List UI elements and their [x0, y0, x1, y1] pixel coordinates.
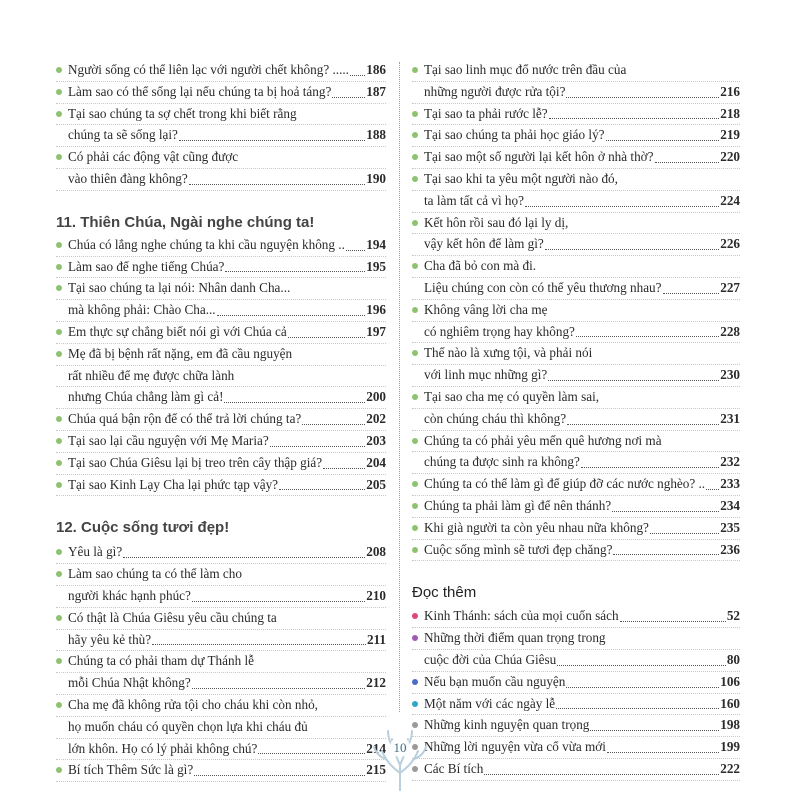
bullet-icon — [412, 154, 418, 160]
dot-leader — [217, 314, 366, 316]
bullet-icon — [56, 242, 62, 248]
toc-entry-text: người khác hạnh phúc? — [68, 587, 191, 603]
toc-entry-text: Làm sao để nghe tiếng Chúa? — [68, 258, 225, 274]
toc-entry-line — [56, 125, 386, 147]
bullet-icon — [412, 679, 418, 685]
dot-leader — [650, 532, 719, 534]
bullet-icon — [412, 547, 418, 553]
toc-entry-line — [412, 343, 740, 365]
toc-page-number: 215 — [366, 762, 386, 778]
toc-page-number: 230 — [720, 367, 740, 383]
toc-page-number: 236 — [720, 541, 740, 557]
dot-leader — [123, 556, 365, 558]
dot-leader — [194, 774, 365, 776]
dot-leader — [346, 249, 365, 251]
dot-leader — [567, 423, 719, 425]
toc-entry-text: Những kinh nguyện quan trọng — [424, 717, 590, 733]
toc-entry-line — [56, 169, 386, 191]
toc-left-column — [56, 60, 386, 782]
toc-entry-text: Tại sao chúng ta phải học giáo lý? — [424, 127, 605, 143]
toc-entry-text: Chúng ta có phải yêu mến quê hương nơi mà — [424, 432, 662, 448]
dot-leader — [606, 139, 720, 141]
toc-page-number: 235 — [720, 519, 740, 535]
toc-page-number: 205 — [366, 476, 386, 492]
toc-entry-line — [412, 322, 740, 344]
toc-entry-text: với linh mục những gì? — [424, 367, 548, 383]
toc-entry-line — [56, 608, 386, 630]
dot-leader — [607, 751, 719, 753]
toc-entry-text: Người sống có thể liên lạc với người chết không? ..... — [68, 62, 349, 77]
dot-leader — [620, 620, 726, 622]
toc-entry-line — [56, 366, 386, 388]
bullet-icon — [412, 263, 418, 269]
toc-entry-text: mỗi Chúa Nhật không? — [68, 675, 191, 691]
toc-entry-text: Các Bí tích — [424, 760, 484, 776]
toc-page-number: 199 — [720, 739, 740, 755]
toc-entry-line — [412, 672, 740, 694]
toc-page-number: 210 — [366, 587, 386, 603]
toc-entry-text: vào thiên đàng không? — [68, 170, 188, 186]
toc-entry-line — [412, 234, 740, 256]
toc-entry-line — [56, 475, 386, 497]
toc-entry-line — [412, 82, 740, 104]
toc-page-number: 198 — [720, 717, 740, 733]
toc-entry-text: Cha đã bỏ con mà đi. — [424, 258, 537, 274]
toc-entry-text: Cha mẹ đã không rửa tội cho cháu khi còn nhỏ, — [68, 696, 318, 712]
toc-entry-text: nhưng Chúa chẳng làm gì cả! — [68, 389, 224, 405]
toc-entry-line — [56, 82, 386, 104]
toc-entry-line — [412, 191, 740, 213]
toc-list-doc-them — [412, 606, 740, 780]
toc-entry-line — [412, 518, 740, 540]
dot-leader — [350, 74, 365, 76]
toc-page-number: 190 — [366, 170, 386, 186]
dot-leader — [548, 379, 719, 381]
toc-entry-text: Mẹ đã bị bệnh rất nặng, em đã cầu nguyện — [68, 345, 293, 361]
bullet-icon — [56, 549, 62, 555]
bullet-icon — [56, 329, 62, 335]
bullet-icon — [56, 264, 62, 270]
toc-page-number: 52 — [726, 608, 740, 624]
toc-entry-text: Tại sao một số người lại kết hôn ở nhà thờ? — [424, 149, 654, 165]
toc-page-number: 197 — [366, 323, 386, 339]
toc-entry-text: những người được rửa tội? — [424, 83, 566, 99]
toc-entry-text: Thế nào là xưng tội, và phải nói — [424, 345, 593, 361]
toc-entry-text: Chúng ta có phải tham dự Thánh lễ — [68, 653, 254, 669]
dot-leader — [152, 643, 366, 645]
dot-leader — [590, 729, 719, 731]
toc-page-number: 214 — [366, 740, 386, 756]
toc-entry-line — [56, 409, 386, 431]
toc-entry-text: Nếu bạn muốn cầu nguyện — [424, 673, 566, 689]
toc-page-number: 218 — [720, 105, 740, 121]
toc-entry-text: Một năm với các ngày lễ — [424, 695, 556, 711]
toc-entry-line — [412, 125, 740, 147]
toc-entry-text: Liệu chúng con còn có thể yêu thương nhau? — [424, 279, 662, 295]
tree-icon — [370, 725, 430, 791]
dot-leader — [179, 139, 365, 141]
dot-leader — [566, 96, 719, 98]
dot-leader — [581, 466, 719, 468]
toc-page-number: 80 — [726, 651, 740, 667]
toc-page-number: 219 — [720, 127, 740, 143]
bullet-icon — [412, 132, 418, 138]
toc-entry-line — [412, 278, 740, 300]
toc-entry-line — [56, 235, 386, 257]
toc-list-section-12 — [56, 542, 386, 782]
toc-entry-text: chúng ta sẽ sống lại? — [68, 127, 178, 143]
toc-list-section-11 — [56, 235, 386, 497]
toc-entry-text: Những lời nguyện vừa cổ vừa mới — [424, 739, 606, 755]
dot-leader — [566, 686, 719, 688]
bullet-icon — [412, 350, 418, 356]
toc-page-number: 212 — [366, 675, 386, 691]
bullet-icon — [412, 635, 418, 641]
toc-entry-text: rất nhiều để mẹ được chữa lành — [68, 367, 235, 383]
toc-entry-line — [56, 257, 386, 279]
toc-right-column — [412, 60, 740, 781]
toc-entry-line — [412, 496, 740, 518]
toc-page-number: 232 — [720, 454, 740, 470]
toc-entry-line — [56, 739, 386, 761]
toc-entry-line — [412, 650, 740, 672]
toc-entry-text: Khi già người ta còn yêu nhau nữa không? — [424, 519, 649, 535]
dot-leader — [549, 117, 720, 119]
toc-entry-line — [56, 453, 386, 475]
toc-entry-line — [56, 564, 386, 586]
section-title-doc-them: Đọc thêm — [412, 584, 477, 602]
dot-leader — [323, 467, 365, 469]
bullet-icon — [56, 351, 62, 357]
toc-entry-line — [412, 759, 740, 781]
toc-entry-line — [56, 60, 386, 82]
toc-entry-text: Không vâng lời cha mẹ — [424, 301, 548, 317]
toc-page-number: 233 — [720, 476, 740, 492]
toc-entry-line — [412, 431, 740, 453]
toc-entry-text: Cuộc sống mình sẽ tươi đẹp chăng? — [424, 541, 613, 557]
section-title-12: 12. Cuộc sống tươi đẹp! — [56, 519, 230, 537]
bullet-icon — [412, 220, 418, 226]
toc-entry-line — [412, 540, 740, 562]
bullet-icon — [412, 176, 418, 182]
toc-page-number: 234 — [720, 497, 740, 513]
toc-entry-line — [56, 387, 386, 409]
toc-entry-text: Tại sao chúng ta lại nói: Nhân danh Cha... — [68, 280, 291, 296]
toc-entry-text: Tại sao Kinh Lạy Cha lại phức tạp vậy? — [68, 476, 279, 492]
toc-entry-text: vậy kết hôn để làm gì? — [424, 236, 544, 252]
toc-entry-line — [412, 104, 740, 126]
bullet-icon — [56, 460, 62, 466]
toc-entry-text: Kết hôn rồi sau đó lại ly dị, — [424, 214, 569, 230]
toc-entry-text: Tại sao Chúa Giêsu lại bị treo trên cây thập giá? — [68, 454, 323, 470]
toc-entry-line — [412, 715, 740, 737]
toc-entry-line — [412, 474, 740, 496]
toc-entry-line — [56, 431, 386, 453]
toc-entry-text: Những thời điểm quan trọng trong — [424, 630, 606, 646]
toc-page-number: 228 — [720, 323, 740, 339]
toc-page-number: 216 — [720, 83, 740, 99]
toc-entry-line — [56, 147, 386, 169]
bullet-icon — [412, 525, 418, 531]
toc-entry-text: Kinh Thánh: sách của mọi cuốn sách — [424, 608, 619, 624]
toc-page-number: 220 — [720, 149, 740, 165]
toc-entry-text: lớn khôn. Họ có lý phải không chú? — [68, 740, 258, 756]
dot-leader — [655, 161, 720, 163]
toc-page-number: 194 — [366, 236, 386, 252]
toc-entry-line — [56, 717, 386, 739]
bullet-icon — [56, 482, 62, 488]
bullet-icon — [412, 307, 418, 313]
toc-page-number: 203 — [366, 432, 386, 448]
section-title-11: 11. Thiên Chúa, Ngài nghe chúng ta! — [56, 213, 315, 231]
toc-page-number: 222 — [720, 760, 740, 776]
toc-entry-text: có nghiêm trọng hay không? — [424, 323, 575, 339]
toc-page-number: 187 — [366, 83, 386, 99]
dot-leader — [663, 292, 720, 294]
toc-entry-line — [56, 673, 386, 695]
toc-page-number: 204 — [366, 454, 386, 470]
toc-entry-text: Bí tích Thêm Sức là gì? — [68, 762, 194, 778]
dot-leader — [612, 510, 719, 512]
toc-page-number: 208 — [366, 544, 386, 560]
dot-leader — [258, 752, 365, 754]
toc-entry-text: Chúng ta có thể làm gì để giúp đỡ các nước nghèo? .. — [424, 476, 706, 492]
bullet-icon — [56, 615, 62, 621]
bullet-icon — [412, 111, 418, 117]
dot-leader — [557, 664, 726, 666]
toc-page-number: 231 — [720, 410, 740, 426]
dot-leader — [192, 687, 366, 689]
toc-page-number: 224 — [720, 192, 740, 208]
toc-entry-line — [56, 278, 386, 300]
dot-leader — [484, 773, 719, 775]
toc-entry-text: hãy yêu kẻ thù? — [68, 631, 152, 647]
toc-entry-line — [412, 409, 740, 431]
toc-entry-line — [412, 213, 740, 235]
bullet-icon — [56, 89, 62, 95]
toc-entry-line — [56, 695, 386, 717]
toc-entry-text: ta làm tất cả vì họ? — [424, 192, 524, 208]
toc-entry-text: Em thực sự chẳng biết nói gì với Chúa cả — [68, 323, 287, 339]
bullet-icon — [56, 416, 62, 422]
toc-page-number: 202 — [366, 411, 386, 427]
bullet-icon — [56, 702, 62, 708]
dot-leader — [189, 183, 365, 185]
toc-entry-text: Làm sao chúng ta có thể làm cho — [68, 566, 242, 582]
toc-entry-text: mà không phải: Chào Cha... — [68, 302, 216, 318]
toc-entry-line — [412, 452, 740, 474]
toc-entry-line — [412, 387, 740, 409]
toc-page-number: 186 — [366, 62, 386, 77]
toc-page-number: 196 — [366, 302, 386, 318]
bullet-icon — [56, 658, 62, 664]
toc-page-number: 188 — [366, 127, 386, 143]
dot-leader — [525, 205, 719, 207]
toc-entry-line — [412, 300, 740, 322]
toc-list-right — [412, 60, 740, 561]
toc-entry-line — [412, 169, 740, 191]
toc-entry-text: Tại sao chúng ta sợ chết trong khi biết rằng — [68, 105, 297, 121]
bullet-icon — [56, 767, 62, 773]
dot-leader — [270, 445, 366, 447]
toc-entry-line — [56, 651, 386, 673]
bullet-icon — [56, 67, 62, 73]
bullet-icon — [412, 481, 418, 487]
dot-leader — [225, 270, 365, 272]
toc-entry-text: họ muốn cháu có quyền chọn lựa khi cháu đủ — [68, 718, 308, 734]
toc-entry-line — [412, 737, 740, 759]
bullet-icon — [412, 394, 418, 400]
toc-entry-line — [56, 586, 386, 608]
bullet-icon — [412, 503, 418, 509]
toc-list-top — [56, 60, 386, 191]
toc-page-number: 195 — [366, 258, 386, 274]
dot-leader — [556, 707, 719, 709]
toc-entry-text: Tại sao khi ta yêu một người nào đó, — [424, 170, 618, 186]
dot-leader — [332, 96, 365, 98]
toc-page-number: 211 — [366, 631, 386, 647]
toc-entry-text: Có phải các động vật cũng được — [68, 149, 239, 165]
toc-entry-text: Chúa có lắng nghe chúng ta khi cầu nguyện không .. — [68, 236, 345, 252]
toc-entry-line — [56, 760, 386, 782]
bullet-icon — [56, 438, 62, 444]
toc-page-number: 160 — [720, 695, 740, 711]
toc-entry-text: Chúng ta phải làm gì để nên thánh? — [424, 497, 612, 513]
bullet-icon — [56, 285, 62, 291]
bullet-icon — [56, 154, 62, 160]
dot-leader — [279, 488, 365, 490]
toc-entry-text: còn chúng cháu thì không? — [424, 410, 567, 426]
dot-leader — [192, 600, 365, 602]
toc-page-number: 226 — [720, 236, 740, 252]
toc-entry-line — [56, 630, 386, 652]
dot-leader — [545, 248, 719, 250]
toc-entry-line — [412, 365, 740, 387]
toc-entry-line — [412, 694, 740, 716]
toc-page-number: 227 — [720, 279, 740, 295]
dot-leader — [288, 336, 366, 338]
toc-entry-text: Tại sao cha mẹ có quyền làm sai, — [424, 388, 600, 404]
toc-entry-line — [412, 256, 740, 278]
toc-entry-line — [56, 322, 386, 344]
dot-leader — [576, 335, 719, 337]
page-number: 10 — [393, 740, 407, 755]
toc-entry-text: Tại sao linh mục đổ nước trên đầu của — [424, 62, 627, 77]
bullet-icon — [56, 111, 62, 117]
bullet-icon — [412, 701, 418, 707]
toc-entry-line — [412, 606, 740, 628]
toc-entry-text: chúng ta được sinh ra không? — [424, 454, 580, 470]
toc-entry-text: Yêu là gì? — [68, 544, 123, 560]
toc-entry-text: Có thật là Chúa Giêsu yêu cầu chúng ta — [68, 609, 277, 625]
toc-page-number: 106 — [720, 673, 740, 689]
toc-entry-text: Tại sao lại cầu nguyện với Mẹ Maria? — [68, 432, 269, 448]
toc-entry-text: cuộc đời của Chúa Giêsu — [424, 651, 557, 667]
dot-leader — [302, 423, 365, 425]
toc-entry-line — [56, 542, 386, 564]
toc-entry-line — [412, 147, 740, 169]
toc-entry-line — [56, 300, 386, 322]
toc-entry-text: Chúa quá bận rộn để có thể trả lời chúng ta? — [68, 411, 302, 427]
toc-entry-line — [412, 60, 740, 82]
toc-entry-line — [56, 344, 386, 366]
bullet-icon — [412, 438, 418, 444]
bullet-icon — [56, 571, 62, 577]
toc-entry-text: Làm sao có thể sống lại nếu chúng ta bị hoả táng? — [68, 83, 332, 99]
toc-page-number: 200 — [366, 389, 386, 405]
toc-entry-line — [412, 628, 740, 650]
toc-entry-text: Tại sao ta phải rước lễ? — [424, 105, 548, 121]
bullet-icon — [412, 67, 418, 73]
column-divider — [399, 62, 400, 712]
dot-leader — [613, 553, 719, 555]
dot-leader — [224, 401, 365, 403]
toc-entry-line — [56, 104, 386, 126]
dot-leader — [706, 488, 719, 490]
bullet-icon — [412, 613, 418, 619]
